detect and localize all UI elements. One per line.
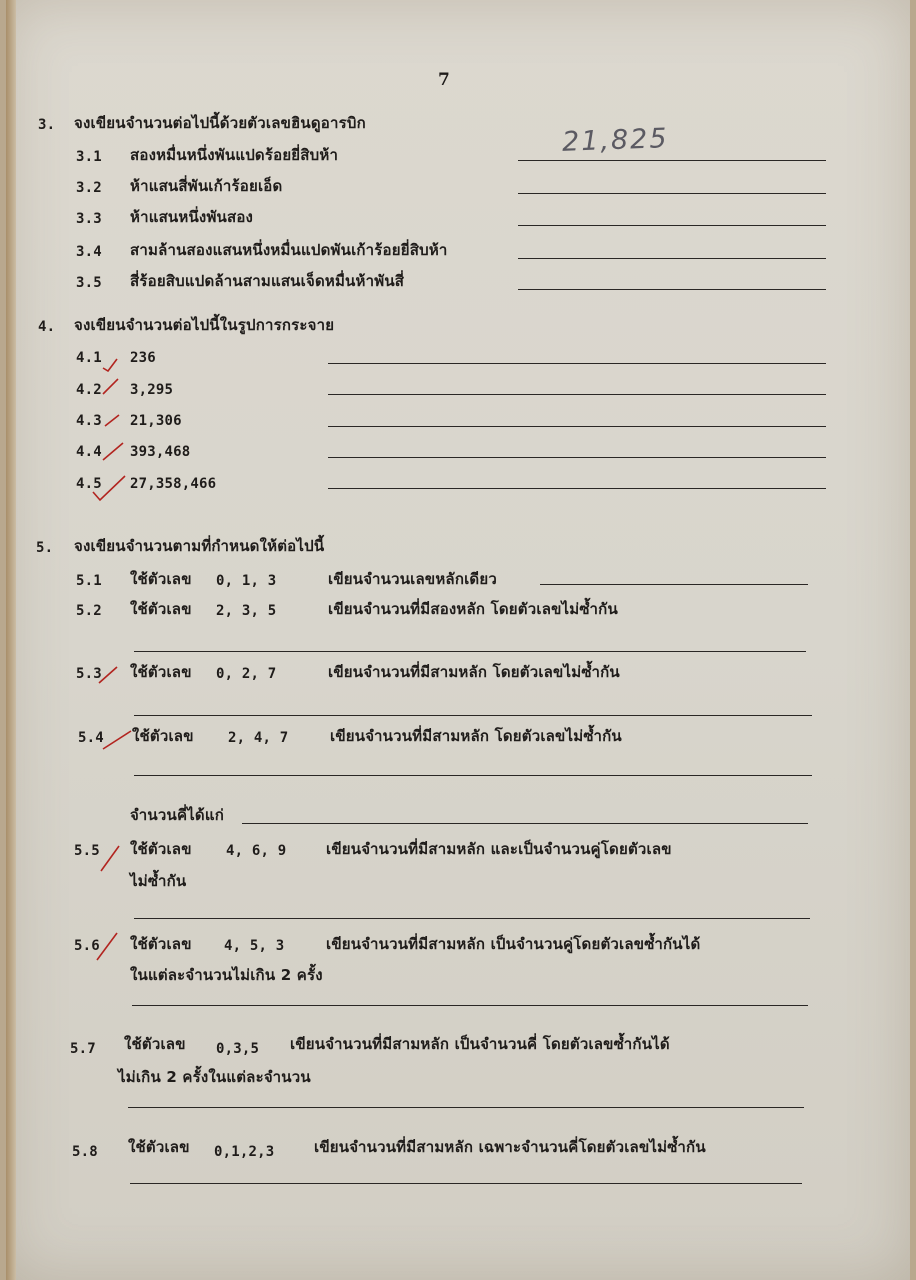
answer-line-4-1[interactable] [328,363,826,364]
answer-line-5-1[interactable] [540,584,808,585]
item-5-3-digits: 0, 2, 7 [216,666,277,682]
item-5-3-text: เขียนจำนวนที่มีสามหลัก โดยตัวเลขไม่ซ้ำกัน [328,663,620,681]
page-number: 7 [438,70,450,90]
odd-numbers-label: จำนวนคี่ได้แก่ [130,806,225,824]
item-5-1-label: ใช้ตัวเลข [130,570,192,588]
item-5-2-text: เขียนจำนวนที่มีสองหลัก โดยตัวเลขไม่ซ้ำกัน [328,600,618,618]
answer-line-5-5[interactable] [134,918,810,919]
red-check-mark-4-5-icon [92,474,126,502]
answer-line-3-4[interactable] [518,258,826,259]
item-3-1-text: สองหมื่นหนึ่งพันแปดร้อยยี่สิบห้า [130,146,339,164]
item-5-2-number: 5.2 [76,603,102,619]
handwritten-answer-3-1: 21,825 [561,123,669,158]
item-5-7-text: เขียนจำนวนที่มีสามหลัก เป็นจำนวนคี่ โดยตัวเลขซ้ำกันได้ [290,1035,670,1053]
answer-line-3-1[interactable] [518,160,826,161]
item-5-5-text: เขียนจำนวนที่มีสามหลัก และเป็นจำนวนคู่โดยตัวเลข [326,840,672,858]
answer-line-4-5[interactable] [328,488,826,489]
item-4-1-number: 4.1 [76,350,102,366]
item-5-1-number: 5.1 [76,573,102,589]
item-5-4-digits: 2, 4, 7 [228,730,289,746]
item-4-5-number: 4.5 [76,476,102,492]
section-5-title: จงเขียนจำนวนตามที่กำหนดให้ต่อไปนี้ [74,537,325,555]
answer-line-5-4[interactable] [134,775,812,776]
section-4-title: จงเขียนจำนวนต่อไปนี้ในรูปการกระจาย [74,316,335,334]
item-5-6-digits: 4, 5, 3 [224,938,285,954]
item-3-1-number: 3.1 [76,149,102,165]
paper-edge [6,0,16,1280]
item-3-5-text: สี่ร้อยสิบแปดล้านสามแสนเจ็ดหมื่นห้าพันสี่ [130,272,405,290]
answer-line-4-3[interactable] [328,426,826,427]
item-5-8-label: ใช้ตัวเลข [128,1138,190,1156]
item-4-2-number: 4.2 [76,382,102,398]
answer-line-4-2[interactable] [328,394,826,395]
item-4-4-number: 4.4 [76,444,102,460]
item-5-5-digits: 4, 6, 9 [226,843,287,859]
item-5-1-digits: 0, 1, 3 [216,573,277,589]
item-5-5-text2: ไม่ซ้ำกัน [130,872,187,890]
item-3-2-text: ห้าแสนสี่พันเก้าร้อยเอ็ด [130,177,283,195]
red-check-mark-5-6-icon [96,932,118,962]
answer-line-5-6[interactable] [132,1005,808,1006]
item-4-2-value: 3,295 [130,382,174,398]
answer-line-5-4-odd[interactable] [242,823,808,824]
section-3-title: จงเขียนจำนวนต่อไปนี้ด้วยตัวเลขฮินดูอารบิก [74,114,366,132]
item-5-7-number: 5.7 [70,1041,96,1057]
red-check-mark-5-4-icon [102,729,132,751]
item-5-8-digits: 0,1,2,3 [214,1144,275,1160]
item-5-6-text: เขียนจำนวนที่มีสามหลัก เป็นจำนวนคู่โดยตัวเลขซ้ำกันได้ [326,935,701,953]
answer-line-3-2[interactable] [518,193,826,194]
item-5-5-label: ใช้ตัวเลข [130,840,192,858]
answer-line-5-8[interactable] [130,1183,802,1184]
section-3-number: 3. [38,117,56,133]
answer-line-3-5[interactable] [518,289,826,290]
item-4-1-value: 236 [130,350,156,366]
item-5-7-digits: 0,3,5 [216,1041,260,1057]
item-5-8-text: เขียนจำนวนที่มีสามหลัก เฉพาะจำนวนคี่โดยตัวเลขไม่ซ้ำกัน [314,1138,706,1156]
item-4-3-value: 21,306 [130,413,182,429]
item-5-4-text: เขียนจำนวนที่มีสามหลัก โดยตัวเลขไม่ซ้ำกัน [330,727,622,745]
item-5-4-label: ใช้ตัวเลข [132,727,194,745]
item-5-5-number: 5.5 [74,843,100,859]
item-5-6-number: 5.6 [74,938,100,954]
answer-line-5-2[interactable] [134,651,806,652]
item-3-5-number: 3.5 [76,275,102,291]
red-check-mark-4-4-icon [102,442,124,462]
item-3-4-text: สามล้านสองแสนหนึ่งหมื่นแปดพันเก้าร้อยยี่สิบห้า [130,241,448,259]
item-5-2-digits: 2, 3, 5 [216,603,277,619]
item-5-2-label: ใช้ตัวเลข [130,600,192,618]
answer-line-4-4[interactable] [328,457,826,458]
item-5-8-number: 5.8 [72,1144,98,1160]
item-4-3-number: 4.3 [76,413,102,429]
item-5-1-text: เขียนจำนวนเลขหลักเดียว [328,570,497,588]
item-4-5-value: 27,358,466 [130,476,217,492]
red-check-mark-4-3-icon [104,414,120,428]
item-3-4-number: 3.4 [76,244,102,260]
answer-line-5-3[interactable] [134,715,812,716]
answer-line-3-3[interactable] [518,225,826,226]
item-5-6-label: ใช้ตัวเลข [130,935,192,953]
item-5-7-text2: ไม่เกิน 2 ครั้งในแต่ละจำนวน [118,1068,311,1086]
item-3-2-number: 3.2 [76,180,102,196]
item-5-4-number: 5.4 [78,730,104,746]
item-5-7-label: ใช้ตัวเลข [124,1035,186,1053]
item-5-6-text2: ในแต่ละจำนวนไม่เกิน 2 ครั้ง [130,966,323,984]
item-3-3-number: 3.3 [76,211,102,227]
red-check-mark-4-1-icon [102,358,118,372]
worksheet-page [6,0,910,1280]
section-5-number: 5. [36,540,54,556]
red-check-mark-4-2-icon [102,377,120,397]
item-5-3-number: 5.3 [76,666,102,682]
answer-line-5-7[interactable] [128,1107,804,1108]
item-5-3-label: ใช้ตัวเลข [130,663,192,681]
section-4-number: 4. [38,319,56,335]
red-check-mark-5-3-icon [98,665,118,685]
item-3-3-text: ห้าแสนหนึ่งพันสอง [130,208,254,226]
red-check-mark-5-5-icon [100,845,120,873]
item-4-4-value: 393,468 [130,444,191,460]
